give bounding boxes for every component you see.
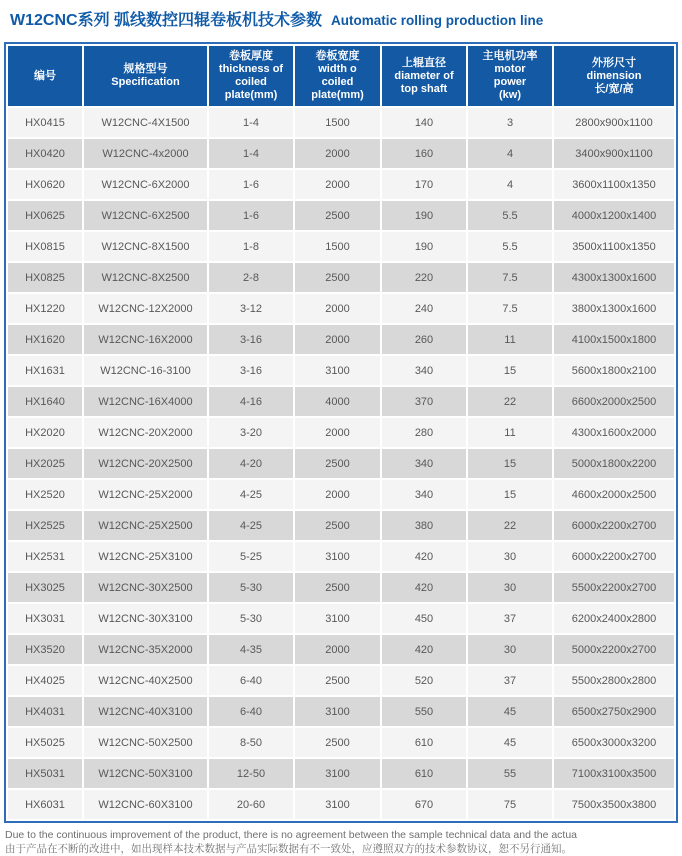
cell-code: HX1640 [8, 387, 82, 416]
cell-thickness: 4-25 [209, 511, 293, 540]
cell-spec: W12CNC-8X2500 [84, 263, 207, 292]
cell-thickness: 2-8 [209, 263, 293, 292]
cell-top_roll: 280 [382, 418, 466, 447]
cell-spec: W12CNC-4x2000 [84, 139, 207, 168]
cell-code: HX0825 [8, 263, 82, 292]
column-header-motor_power: 主电机功率 motor power (kw) [468, 46, 552, 106]
cell-width: 1500 [295, 108, 380, 137]
cell-thickness: 6-40 [209, 666, 293, 695]
cell-motor_power: 22 [468, 387, 552, 416]
cell-dimension: 4300x1300x1600 [554, 263, 674, 292]
cell-code: HX1220 [8, 294, 82, 323]
cell-top_roll: 610 [382, 728, 466, 757]
cell-motor_power: 45 [468, 697, 552, 726]
table-header-row [8, 46, 674, 106]
table-row [8, 232, 674, 261]
cell-spec: W12CNC-25X2500 [84, 511, 207, 540]
cell-code: HX0415 [8, 108, 82, 137]
cell-dimension: 6000x2200x2700 [554, 511, 674, 540]
cell-motor_power: 15 [468, 449, 552, 478]
cell-width: 3100 [295, 759, 380, 788]
cell-motor_power: 7.5 [468, 294, 552, 323]
cell-motor_power: 30 [468, 573, 552, 602]
cell-code: HX3520 [8, 635, 82, 664]
cell-dimension: 6500x2750x2900 [554, 697, 674, 726]
page-title-english: Automatic rolling production line [331, 13, 544, 28]
cell-thickness: 5-25 [209, 542, 293, 571]
cell-thickness: 4-25 [209, 480, 293, 509]
cell-spec: W12CNC-30X3100 [84, 604, 207, 633]
cell-width: 2500 [295, 511, 380, 540]
cell-thickness: 3-12 [209, 294, 293, 323]
cell-thickness: 8-50 [209, 728, 293, 757]
cell-dimension: 4300x1600x2000 [554, 418, 674, 447]
cell-code: HX5031 [8, 759, 82, 788]
cell-dimension: 5600x1800x2100 [554, 356, 674, 385]
table-row [8, 325, 674, 354]
cell-thickness: 3-16 [209, 356, 293, 385]
cell-motor_power: 37 [468, 666, 552, 695]
cell-top_roll: 420 [382, 542, 466, 571]
cell-width: 2000 [295, 294, 380, 323]
cell-top_roll: 340 [382, 449, 466, 478]
table-row [8, 108, 674, 137]
page-title [0, 0, 682, 30]
table-row [8, 759, 674, 788]
cell-dimension: 7100x3100x3500 [554, 759, 674, 788]
cell-dimension: 5000x1800x2200 [554, 449, 674, 478]
page-title-chinese: W12CNC系列 弧线数控四辊卷板机技术参数 [10, 12, 323, 29]
cell-spec: W12CNC-25X2000 [84, 480, 207, 509]
cell-width: 4000 [295, 387, 380, 416]
cell-code: HX6031 [8, 790, 82, 819]
cell-motor_power: 15 [468, 356, 552, 385]
cell-spec: W12CNC-50X2500 [84, 728, 207, 757]
cell-motor_power: 7.5 [468, 263, 552, 292]
cell-width: 3100 [295, 356, 380, 385]
cell-motor_power: 5.5 [468, 232, 552, 261]
cell-thickness: 6-40 [209, 697, 293, 726]
cell-code: HX2020 [8, 418, 82, 447]
footer-note-english: Due to the continuous improvement of the product, there is no agreement between the sample technical data and the actua [5, 829, 578, 841]
cell-thickness: 3-20 [209, 418, 293, 447]
table-row [8, 573, 674, 602]
cell-dimension: 5500x2200x2700 [554, 573, 674, 602]
cell-dimension: 6200x2400x2800 [554, 604, 674, 633]
cell-motor_power: 30 [468, 635, 552, 664]
cell-spec: W12CNC-8X1500 [84, 232, 207, 261]
cell-width: 2500 [295, 201, 380, 230]
cell-thickness: 12-50 [209, 759, 293, 788]
cell-spec: W12CNC-60X3100 [84, 790, 207, 819]
cell-width: 2500 [295, 573, 380, 602]
cell-dimension: 3500x1100x1350 [554, 232, 674, 261]
cell-code: HX1620 [8, 325, 82, 354]
cell-motor_power: 75 [468, 790, 552, 819]
cell-dimension: 5000x2200x2700 [554, 635, 674, 664]
cell-thickness: 4-20 [209, 449, 293, 478]
cell-width: 2500 [295, 666, 380, 695]
cell-spec: W12CNC-6X2500 [84, 201, 207, 230]
cell-width: 2500 [295, 449, 380, 478]
cell-thickness: 4-16 [209, 387, 293, 416]
column-header-top_roll: 上辊直径 diameter of top shaft [382, 46, 466, 106]
cell-width: 3100 [295, 790, 380, 819]
column-header-width: 卷板宽度 width o coiled plate(mm) [295, 46, 380, 106]
cell-code: HX1631 [8, 356, 82, 385]
footer-note [5, 828, 676, 856]
cell-code: HX4031 [8, 697, 82, 726]
cell-width: 2500 [295, 728, 380, 757]
cell-motor_power: 45 [468, 728, 552, 757]
cell-motor_power: 4 [468, 139, 552, 168]
cell-spec: W12CNC-20X2500 [84, 449, 207, 478]
cell-dimension: 3800x1300x1600 [554, 294, 674, 323]
cell-thickness: 5-30 [209, 573, 293, 602]
cell-top_roll: 240 [382, 294, 466, 323]
cell-spec: W12CNC-20X2000 [84, 418, 207, 447]
cell-width: 2500 [295, 263, 380, 292]
cell-code: HX4025 [8, 666, 82, 695]
table-row [8, 294, 674, 323]
cell-width: 2000 [295, 139, 380, 168]
cell-code: HX0815 [8, 232, 82, 261]
cell-code: HX0420 [8, 139, 82, 168]
cell-code: HX2520 [8, 480, 82, 509]
cell-spec: W12CNC-12X2000 [84, 294, 207, 323]
cell-code: HX2025 [8, 449, 82, 478]
cell-motor_power: 55 [468, 759, 552, 788]
cell-width: 3100 [295, 542, 380, 571]
cell-dimension: 2800x900x1100 [554, 108, 674, 137]
cell-width: 2000 [295, 170, 380, 199]
table-row [8, 666, 674, 695]
table-row [8, 542, 674, 571]
cell-dimension: 6600x2000x2500 [554, 387, 674, 416]
cell-spec: W12CNC-50X3100 [84, 759, 207, 788]
table-row [8, 356, 674, 385]
table-row [8, 728, 674, 757]
cell-code: HX2531 [8, 542, 82, 571]
cell-spec: W12CNC-25X3100 [84, 542, 207, 571]
cell-spec: W12CNC-16X4000 [84, 387, 207, 416]
table-row [8, 387, 674, 416]
column-header-thickness: 卷板厚度 thickness of coiled plate(mm) [209, 46, 293, 106]
table-row [8, 139, 674, 168]
table-row [8, 790, 674, 819]
cell-thickness: 5-30 [209, 604, 293, 633]
cell-width: 2000 [295, 480, 380, 509]
specification-table [4, 42, 678, 823]
cell-motor_power: 30 [468, 542, 552, 571]
cell-dimension: 6500x3000x3200 [554, 728, 674, 757]
cell-width: 2000 [295, 418, 380, 447]
cell-thickness: 1-6 [209, 201, 293, 230]
table-row [8, 449, 674, 478]
table-row [8, 511, 674, 540]
cell-code: HX0620 [8, 170, 82, 199]
cell-spec: W12CNC-6X2000 [84, 170, 207, 199]
table-row [8, 697, 674, 726]
cell-spec: W12CNC-40X2500 [84, 666, 207, 695]
cell-width: 3100 [295, 697, 380, 726]
column-header-code: 编号 [8, 46, 82, 106]
cell-dimension: 6000x2200x2700 [554, 542, 674, 571]
cell-top_roll: 520 [382, 666, 466, 695]
cell-thickness: 1-4 [209, 108, 293, 137]
table-row [8, 201, 674, 230]
cell-thickness: 1-6 [209, 170, 293, 199]
cell-spec: W12CNC-30X2500 [84, 573, 207, 602]
table-row [8, 480, 674, 509]
cell-motor_power: 15 [468, 480, 552, 509]
cell-thickness: 1-4 [209, 139, 293, 168]
cell-motor_power: 3 [468, 108, 552, 137]
cell-top_roll: 420 [382, 635, 466, 664]
cell-dimension: 4000x1200x1400 [554, 201, 674, 230]
cell-spec: W12CNC-40X3100 [84, 697, 207, 726]
cell-dimension: 3600x1100x1350 [554, 170, 674, 199]
table-body [8, 108, 674, 819]
cell-top_roll: 380 [382, 511, 466, 540]
cell-spec: W12CNC-16-3100 [84, 356, 207, 385]
footer-note-chinese: 由于产品在不断的改进中，如出现样本技术数据与产品实际数据有不一致处，应遵照双方的技术参数协议，恕不另行通知。 [5, 843, 572, 855]
cell-top_roll: 550 [382, 697, 466, 726]
table-row [8, 263, 674, 292]
cell-motor_power: 22 [468, 511, 552, 540]
cell-motor_power: 5.5 [468, 201, 552, 230]
cell-spec: W12CNC-4X1500 [84, 108, 207, 137]
cell-width: 3100 [295, 604, 380, 633]
cell-motor_power: 11 [468, 418, 552, 447]
cell-top_roll: 420 [382, 573, 466, 602]
cell-dimension: 4100x1500x1800 [554, 325, 674, 354]
cell-top_roll: 340 [382, 356, 466, 385]
cell-code: HX3031 [8, 604, 82, 633]
cell-motor_power: 4 [468, 170, 552, 199]
cell-code: HX2525 [8, 511, 82, 540]
cell-top_roll: 340 [382, 480, 466, 509]
cell-top_roll: 450 [382, 604, 466, 633]
cell-dimension: 7500x3500x3800 [554, 790, 674, 819]
cell-top_roll: 160 [382, 139, 466, 168]
cell-spec: W12CNC-35X2000 [84, 635, 207, 664]
cell-width: 1500 [295, 232, 380, 261]
cell-top_roll: 220 [382, 263, 466, 292]
cell-dimension: 4600x2000x2500 [554, 480, 674, 509]
column-header-dimension: 外形尺寸 dimension 长/宽/高 [554, 46, 674, 106]
cell-width: 2000 [295, 325, 380, 354]
cell-code: HX0625 [8, 201, 82, 230]
cell-top_roll: 170 [382, 170, 466, 199]
cell-spec: W12CNC-16X2000 [84, 325, 207, 354]
cell-code: HX3025 [8, 573, 82, 602]
cell-thickness: 20-60 [209, 790, 293, 819]
cell-thickness: 4-35 [209, 635, 293, 664]
cell-top_roll: 140 [382, 108, 466, 137]
table-row [8, 418, 674, 447]
cell-dimension: 3400x900x1100 [554, 139, 674, 168]
cell-dimension: 5500x2800x2800 [554, 666, 674, 695]
table-row [8, 635, 674, 664]
cell-top_roll: 260 [382, 325, 466, 354]
table-row [8, 170, 674, 199]
cell-motor_power: 11 [468, 325, 552, 354]
cell-top_roll: 190 [382, 232, 466, 261]
cell-code: HX5025 [8, 728, 82, 757]
cell-thickness: 3-16 [209, 325, 293, 354]
table-row [8, 604, 674, 633]
cell-thickness: 1-8 [209, 232, 293, 261]
cell-top_roll: 190 [382, 201, 466, 230]
cell-top_roll: 370 [382, 387, 466, 416]
table-header [8, 46, 674, 106]
cell-top_roll: 670 [382, 790, 466, 819]
column-header-spec: 规格型号 Specification [84, 46, 207, 106]
cell-motor_power: 37 [468, 604, 552, 633]
cell-top_roll: 610 [382, 759, 466, 788]
cell-width: 2000 [295, 635, 380, 664]
